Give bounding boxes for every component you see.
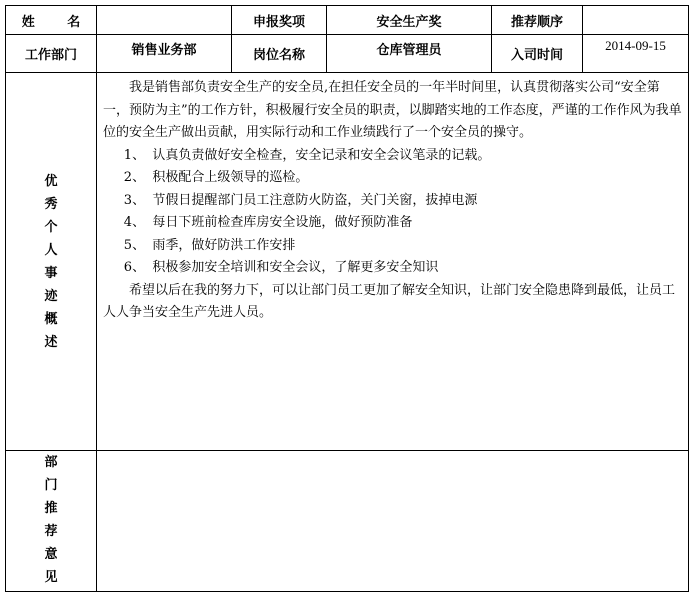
row-deeds (6, 73, 689, 451)
deeds-item-num: 4、 (123, 215, 146, 230)
deeds-item-text: 每日下班前检查库房安全设施，做好预防准备 (152, 215, 413, 230)
award-value[interactable]: 安全生产奖 (327, 6, 492, 35)
deeds-label-char: 迹 (44, 288, 58, 304)
deeds-closing: 希望以后在我的努力下，可以让部门员工更加了解安全知识，让部门安全隐患降到最低，让员工人人争当安全生产先进人员。 (103, 282, 676, 320)
deeds-item-text: 积极配合上级领导的巡检。 (152, 170, 309, 185)
recommend-label (6, 451, 97, 592)
deeds-label-char: 述 (44, 334, 58, 350)
deeds-label-char: 优 (44, 173, 58, 189)
award-application-form (5, 5, 689, 592)
deeds-item (103, 190, 682, 213)
entry-value[interactable]: 2014-09-15 (583, 35, 689, 73)
deeds-item-text: 认真负责做好安全检查，安全记录和安全会议笔录的记载。 (152, 147, 491, 163)
recommend-value[interactable] (97, 451, 689, 592)
deeds-content[interactable] (97, 73, 689, 451)
deeds-item (103, 257, 682, 280)
deeds-label-char: 秀 (44, 196, 58, 212)
order-label: 推荐顺序 (492, 6, 583, 35)
award-label: 申报奖项 (232, 6, 327, 35)
name-label: 姓 名 (6, 6, 97, 35)
row-2 (6, 35, 689, 73)
recommend-label-char: 意 (44, 547, 58, 562)
recommend-label-char: 门 (44, 478, 58, 493)
position-label: 岗位名称 (232, 35, 327, 73)
deeds-label-char: 事 (44, 265, 58, 281)
deeds-intro: 我是销售部负责安全生产的安全员,在担任安全员的一年半时间里，认真贯彻落实公司“安全第一，预防为主”的工作方针，积极履行安全员的职责，以脚踏实地的工作态度，严谨的工作作风为我单位的安全生产做出贡献，用实际行动和工作业绩践行了一个安全员的操守。 (103, 80, 682, 140)
deeds-label-char: 人 (44, 242, 58, 258)
row-1 (6, 6, 689, 35)
entry-label: 入司时间 (492, 35, 583, 73)
deeds-item-num: 1、 (123, 147, 146, 163)
deeds-item-num: 5、 (123, 237, 146, 253)
recommend-label-char: 荐 (44, 524, 58, 539)
deeds-item-num: 6、 (123, 260, 146, 275)
deeds-item (103, 145, 682, 168)
deeds-label-char: 概 (44, 311, 58, 327)
deeds-item-text: 积极参加安全培训和安全会议，了解更多安全知识 (152, 260, 439, 275)
recommend-label-char: 见 (44, 570, 58, 585)
deeds-item-text: 节假日提醒部门员工注意防火防盗，关门关窗，拔掉电源 (152, 192, 478, 208)
order-value[interactable] (583, 6, 689, 35)
deeds-item (103, 212, 682, 235)
dept-value[interactable]: 销售业务部 (97, 35, 232, 73)
recommend-label-char: 推 (44, 501, 58, 516)
deeds-label-char: 个 (44, 219, 58, 235)
deeds-item-text: 雨季，做好防洪工作安排 (152, 237, 296, 253)
row-recommend (6, 451, 689, 592)
deeds-label (6, 73, 97, 451)
dept-label: 工作部门 (6, 35, 97, 73)
deeds-item (103, 235, 682, 258)
deeds-item-num: 2、 (123, 170, 146, 185)
recommend-label-char: 部 (44, 455, 58, 470)
position-value[interactable]: 仓库管理员 (327, 35, 492, 73)
deeds-item-num: 3、 (123, 192, 146, 208)
name-value[interactable] (97, 6, 232, 35)
deeds-item (103, 167, 682, 190)
